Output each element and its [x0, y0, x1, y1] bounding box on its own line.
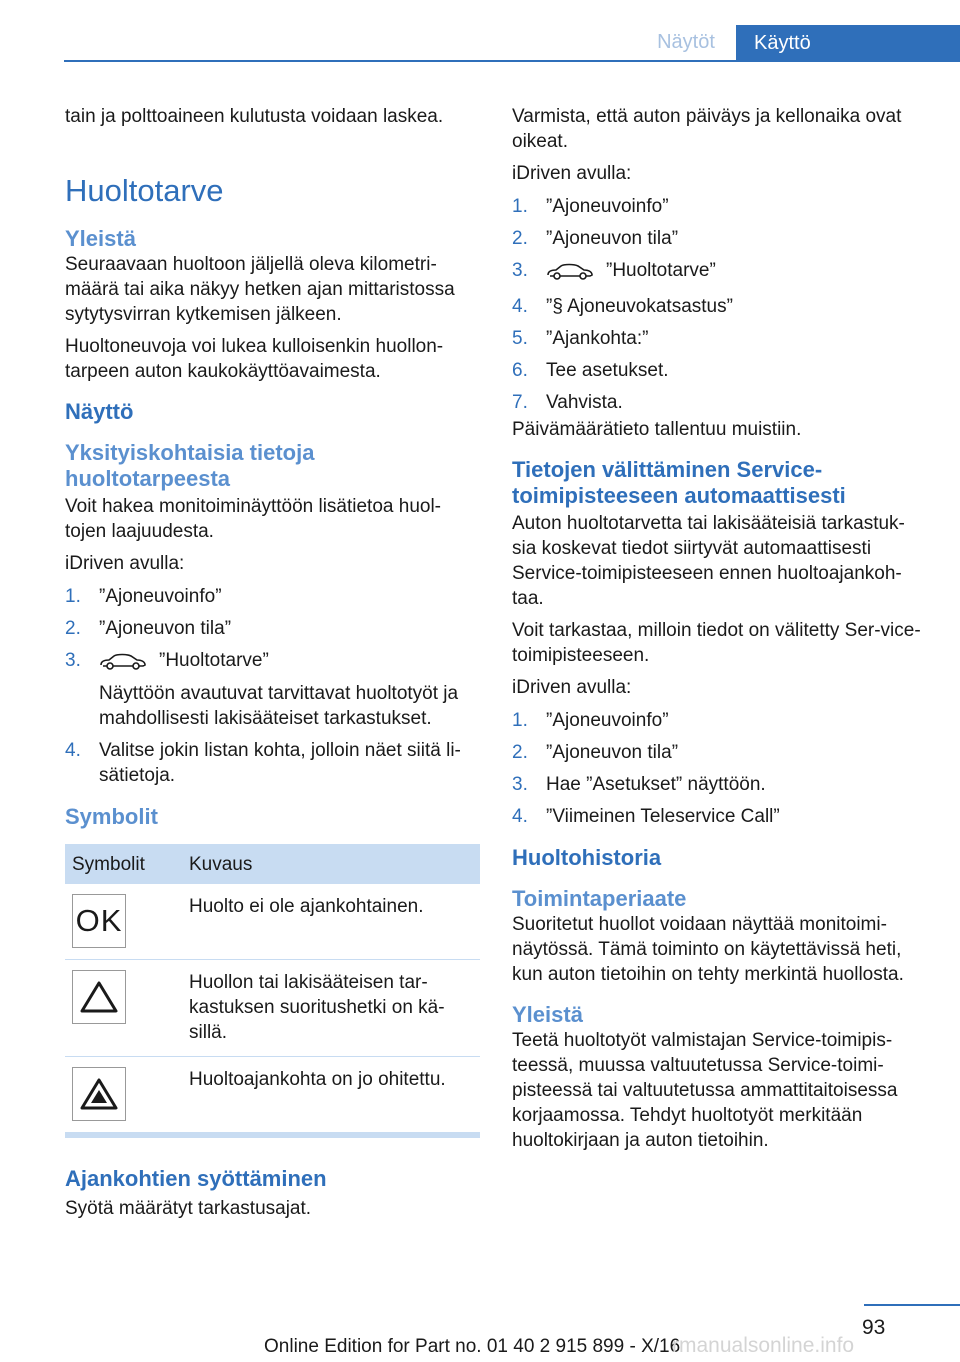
list-item: 5. ”Ajankohta:”: [512, 328, 649, 349]
list-item: 3. ”Huoltotarve” Näyttöön avautuvat tarvittavat huoltotyöt ja mahdollisesti lakisääteiset tarkastukset.: [65, 650, 459, 729]
list-item: 2. ”Ajoneuvon tila”: [512, 228, 679, 249]
list-item: 3. Hae ”Asetukset” näyttöön.: [512, 774, 766, 795]
car-icon: [546, 262, 594, 287]
paragraph: Auton huoltotarvetta tai lakisääteisiä tarkastuk-sia koskevat tiedot siirtyvät automaattisesti Service-toimipisteeseen ennen huoltoajankoh-taa.: [512, 513, 905, 609]
table-row: OK Huolto ei ole ajankohtainen.: [65, 884, 480, 960]
page-number: 93: [862, 1316, 886, 1339]
idrive-label: iDriven avulla:: [512, 677, 632, 698]
steps-list: [512, 708, 927, 829]
symbol-table: [65, 844, 480, 1138]
edition-text: Online Edition for Part no. 01 40 2 915 899 - X/16: [264, 1336, 681, 1357]
paragraph: Syötä määrätyt tarkastusajat.: [65, 1198, 312, 1219]
right-column: [512, 104, 927, 1160]
list-item: 1. ”Ajoneuvoinfo”: [512, 196, 669, 217]
paragraph: Seuraavaan huoltoon jäljellä oleva kilometri-määrä tai aika näkyy hetken ajan mittaristossa sytytysvirran kytkemisen jälkeen.: [65, 254, 455, 325]
table-header: [65, 844, 480, 884]
table-row: Huoltoajankohta on jo ohitettu.: [65, 1057, 480, 1133]
section-title-huoltotarve: Huoltotarve: [65, 173, 224, 208]
heading-ajankohtien: Ajankohtien syöttäminen: [65, 1166, 327, 1191]
heading-toimintaperiaate: Toimintaperiaate: [512, 886, 687, 911]
paragraph: Huoltoneuvoja voi lukea kulloisenkin huollon-tarpeen auton kaukokäyttöavaimesta.: [65, 336, 444, 382]
idrive-label: iDriven avulla:: [512, 163, 632, 184]
list-item: 6. Tee asetukset.: [512, 360, 669, 381]
warning-triangle-hatched-icon: [72, 1067, 126, 1121]
paragraph: Teetä huoltotyöt valmistajan Service-toimipis-teessä, muussa valtuutetussa Service-toimi-pisteessä tai valtuutetussa ammattitaitoisessa korjaamossa. Tehdyt huoltotyöt merkitään huoltokirjaan ja auton tietoihin.: [512, 1030, 898, 1151]
steps-list: [65, 584, 480, 788]
steps-list: [512, 194, 927, 415]
watermark: rmanualsonline.info: [672, 1334, 855, 1357]
car-icon: [99, 652, 147, 677]
list-item: 1. ”Ajoneuvoinfo”: [65, 586, 222, 607]
header-rule: [64, 60, 960, 62]
ok-symbol: OK: [72, 894, 126, 948]
idrive-label: iDriven avulla:: [65, 553, 185, 574]
table-row: Huollon tai lakisääteisen tar-kastuksen suoritushetki on kä-sillä.: [65, 960, 480, 1057]
list-item: 2. ”Ajoneuvon tila”: [512, 742, 679, 763]
heading-yksityiskohtaisia: Yksityiskohtaisia tietoja huoltotarpeesta: [65, 440, 315, 491]
paragraph: Voit hakea monitoiminäyttöön lisätietoa huol-tojen laajuudesta.: [65, 496, 442, 542]
heading-yleista: Yleistä: [65, 226, 136, 251]
column-header: Kuvaus: [189, 853, 253, 875]
list-item: 4. Valitse jokin listan kohta, jolloin näet siitä li-sätietoja.: [65, 740, 461, 786]
paragraph: Päivämäärätieto tallentuu muistiin.: [512, 419, 802, 440]
warning-triangle-icon: [72, 970, 126, 1024]
paragraph: Suoritetut huollot voidaan näyttää monitoimi-näytössä. Tämä toiminto on käytettävissä heti, kun auton tietoihin on tehty merkintä huollosta.: [512, 914, 904, 985]
list-item: 1. ”Ajoneuvoinfo”: [512, 710, 669, 731]
header-tab-naytot: Näytöt: [657, 31, 715, 53]
column-header: Symbolit: [72, 853, 145, 875]
header-tab-kaytto: Käyttö: [736, 25, 960, 61]
heading-symbolit: Symbolit: [65, 804, 158, 829]
footer-rule: [864, 1304, 960, 1306]
intro-text: tain ja polttoaineen kulutusta voidaan laskea.: [65, 106, 444, 127]
paragraph: Varmista, että auton päiväys ja kellonaika ovat oikeat.: [512, 106, 902, 152]
heading-huoltohistoria: Huoltohistoria: [512, 845, 662, 870]
heading-tietojen-valittaminen: Tietojen välittäminen Service-toimipisteeseen automaattisesti: [512, 457, 846, 508]
left-column: [65, 104, 480, 1228]
heading-yleista-2: Yleistä: [512, 1002, 583, 1027]
paragraph: Voit tarkastaa, milloin tiedot on välitetty Ser-vice-toimipisteeseen.: [512, 620, 921, 666]
list-item: 4. ”§ Ajoneuvokatsastus”: [512, 296, 733, 317]
heading-naytto: Näyttö: [65, 399, 134, 424]
list-item: 2. ”Ajoneuvon tila”: [65, 618, 232, 639]
list-item: 3. ”Huoltotarve”: [512, 258, 927, 287]
list-item: 7. Vahvista.: [512, 392, 623, 413]
list-item: 4. ”Viimeinen Teleservice Call”: [512, 806, 780, 827]
